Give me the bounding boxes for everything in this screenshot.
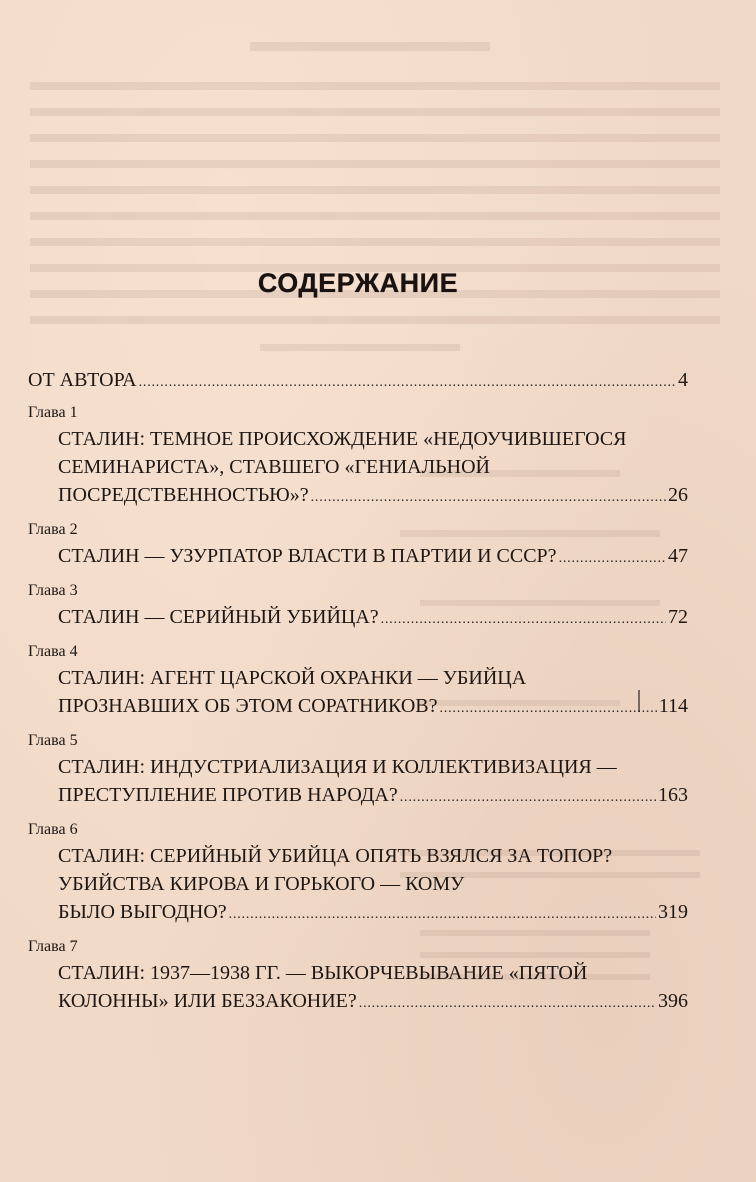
toc-entry-text: СТАЛИН — СЕРИЙНЫЙ УБИЙЦА?: [58, 606, 379, 628]
chapter-title-last-line: [58, 898, 688, 929]
toc-entry-intro: [28, 366, 688, 397]
toc-page-number: 26: [668, 484, 688, 506]
chapter-label: Глава 6: [28, 821, 78, 838]
chapter-label: Глава 3: [28, 582, 78, 599]
toc-entry-text: ПРОЗНАВШИХ ОБ ЭТОМ СОРАТНИКОВ?: [58, 695, 438, 717]
chapter-title-line: СЕМИНАРИСТА», СТАВШЕГО «ГЕНИАЛЬНОЙ: [58, 456, 490, 478]
toc-entry-chapter-1: [58, 425, 688, 512]
toc-page-number: 163: [658, 784, 688, 806]
toc-page-number: 114: [658, 695, 688, 717]
toc-entry-chapter-7: [58, 959, 688, 1018]
chapter-title-last-line: [58, 603, 688, 634]
chapter-title-last-line: [58, 987, 688, 1018]
toc-entry-text: БЫЛО ВЫГОДНО?: [58, 901, 227, 923]
toc-entry-text: СТАЛИН — УЗУРПАТОР ВЛАСТИ В ПАРТИИ И СССР?: [58, 545, 557, 567]
dot-leader: [381, 606, 666, 634]
chapter-title-line: УБИЙСТВА КИРОВА И ГОРЬКОГО — КОМУ: [58, 873, 465, 895]
chapter-title-line: СТАЛИН: ТЕМНОЕ ПРОИСХОЖДЕНИЕ «НЕДОУЧИВШЕГОСЯ: [58, 428, 627, 450]
dot-leader: [559, 545, 666, 573]
toc-entry-chapter-2: [58, 542, 688, 573]
chapter-title-last-line: [58, 781, 688, 812]
toc-page-number: 72: [668, 606, 688, 628]
toc-entry-text: ОТ АВТОРА: [28, 369, 137, 391]
chapter-title-last-line: [58, 481, 688, 512]
dot-leader: [229, 901, 656, 929]
chapter-title-line: СТАЛИН: ИНДУСТРИАЛИЗАЦИЯ И КОЛЛЕКТИВИЗАЦИЯ —: [58, 756, 617, 778]
chapter-title-line: СТАЛИН: СЕРИЙНЫЙ УБИЙЦА ОПЯТЬ ВЗЯЛСЯ ЗА ТОПОР?: [58, 845, 613, 867]
chapter-label: Глава 5: [28, 732, 78, 749]
dot-leader: [440, 695, 657, 723]
chapter-title-line: СТАЛИН: 1937—1938 ГГ. — ВЫКОРЧЕВЫВАНИЕ «ПЯТОЙ: [58, 962, 588, 984]
page-title: СОДЕРЖАНИЕ: [257, 268, 459, 298]
dot-leader: [311, 484, 666, 512]
chapter-title-last-line: [58, 542, 688, 573]
toc-entry-text: ПОСРЕДСТВЕННОСТЬЮ»?: [58, 484, 309, 506]
toc-page-number: 396: [658, 990, 688, 1012]
table-of-contents: [28, 366, 688, 1018]
chapter-label: Глава 2: [28, 521, 78, 538]
toc-page-number: 47: [668, 545, 688, 567]
dot-leader: [400, 784, 656, 812]
chapter-title-line: СТАЛИН: АГЕНТ ЦАРСКОЙ ОХРАНКИ — УБИЙЦА: [58, 667, 527, 689]
toc-entry-chapter-4: [58, 664, 688, 723]
chapter-label: Глава 1: [28, 404, 78, 421]
chapter-label: Глава 4: [28, 643, 78, 660]
toc-page-number: 319: [658, 901, 688, 923]
chapter-title-last-line: [58, 692, 688, 723]
toc-entry-chapter-6: [58, 842, 688, 929]
toc-entry-text: ПРЕСТУПЛЕНИЕ ПРОТИВ НАРОДА?: [58, 784, 398, 806]
toc-entry-chapter-3: [58, 603, 688, 634]
dot-leader: [359, 990, 656, 1018]
toc-entry-text: КОЛОННЫ» ИЛИ БЕЗЗАКОНИЕ?: [58, 990, 357, 1012]
chapter-label: Глава 7: [28, 938, 78, 955]
toc-page-number: 4: [678, 369, 688, 391]
toc-entry-chapter-5: [58, 753, 688, 812]
dot-leader: [139, 369, 676, 397]
